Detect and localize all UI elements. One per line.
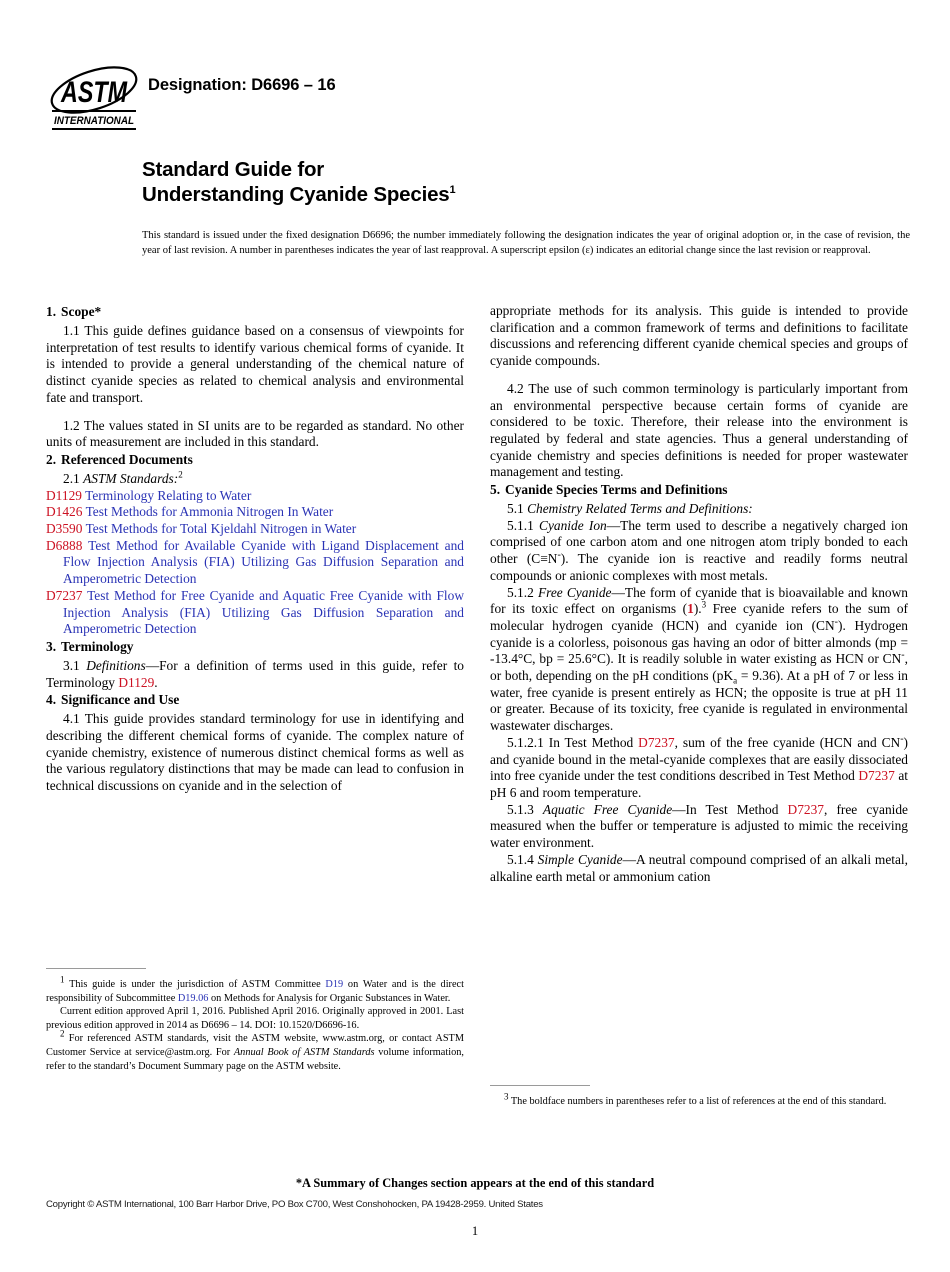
charge-superscript: - — [901, 649, 905, 661]
term-simple-cyanide: Simple Cyanide — [537, 851, 623, 867]
subsection-label: Chemistry Related Terms and Definitions: — [527, 501, 753, 517]
term-cyanide-ion: Cyanide Ion — [539, 517, 607, 533]
reference-id[interactable]: D7237 — [46, 587, 83, 603]
title-footnote-marker: 1 — [449, 184, 456, 197]
reference-title[interactable]: Terminology Relating to Water — [85, 487, 252, 503]
reference-title[interactable]: Test Methods for Total Kjeldahl Nitrogen in Water — [85, 521, 357, 537]
definition-text: In Test Method — [543, 734, 639, 750]
section-heading-cyanide-species — [490, 481, 908, 499]
section-title: Terminology — [61, 638, 134, 654]
title-line-1: Standard Guide for — [142, 158, 325, 181]
footnote-text: This guide is under the jurisdiction of ASTM Committee — [64, 979, 326, 990]
footnote-rule — [490, 1085, 590, 1086]
paragraph-1-1: 1.1 This guide defines guidance based on a consensus of viewpoints for interpretation of test results to identify various chemical forms of cyanide. It is intended to provide a general understanding of the chemical nature of distinct cyanide species as related to chemical analysis and environmental fate and transport. — [46, 323, 464, 405]
svg-text:INTERNATIONAL: INTERNATIONAL — [54, 115, 135, 127]
summary-of-changes-note: *A Summary of Changes section appears at the end of this standard — [295, 1176, 655, 1190]
paragraph-1-2: 1.2 The values stated in SI units are to be regarded as standard. No other units of measurement are included in this standard. — [46, 417, 464, 450]
subsection-label: ASTM Standards: — [83, 470, 179, 486]
definition-text: Free cyanide refers to the sum of molecular hydrogen cyanide (HCN) and cyanide ion (CN — [490, 601, 908, 633]
paragraph-5-1-1 — [490, 518, 908, 585]
subsection-number: 3.1 — [63, 657, 80, 673]
section-heading-terminology — [46, 638, 464, 656]
astm-logo-icon — [48, 60, 140, 134]
page-title — [142, 157, 842, 207]
list-item[interactable] — [46, 588, 464, 638]
section-title: Cyanide Species Terms and Definitions — [505, 482, 728, 498]
left-column — [46, 303, 464, 795]
title-line-2: Understanding Cyanide Species — [142, 183, 450, 206]
charge-superscript: - — [557, 549, 561, 561]
section-number: 3. — [46, 638, 57, 654]
definition-text: ) and cyanide bound in the metal-cyanide complexes that are easily dissociated into free cyanide under the test conditions described in Test Method — [490, 734, 908, 784]
list-item[interactable] — [46, 504, 464, 521]
bibliography-reference-1[interactable]: 1 — [687, 601, 694, 617]
footnote-marker: 3 — [504, 1091, 509, 1102]
reference-title[interactable]: Test Method for Free Cyanide and Aquatic Free Cyanide with Flow Injection Analysis (FIA) Utilizing Gas Diffusion Separation and Amperometric Detection — [63, 587, 465, 637]
copyright-notice: Copyright © ASTM International, 100 Barr Harbor Drive, PO Box C700, West Conshohocken, PA 19428-2959. United States — [46, 1199, 543, 1210]
paragraph-4-1-continued — [490, 303, 908, 370]
list-item[interactable] — [46, 538, 464, 588]
definition-text: —The term used to describe a negatively charged ion comprised of one carbon atom and one nitrogen atom triply bonded to each other (C≡N — [490, 517, 909, 567]
footnote-rule — [46, 968, 146, 969]
section-heading-referenced-documents — [46, 451, 464, 469]
footnote-marker-3: 3 — [701, 599, 707, 610]
designation-label: Designation: D6696 – 16 — [148, 76, 336, 94]
title-block — [142, 157, 842, 207]
footnote-marker: 1 — [60, 974, 65, 985]
definition-text: ). — [693, 601, 702, 617]
subsection-number: 5.1.2.1 — [507, 734, 544, 750]
section-number: 4. — [46, 692, 57, 708]
definition-text: —A neutral compound comprised of an alkali metal, alkaline earth metal or ammonium cation — [490, 851, 908, 884]
term-aquatic-free-cyanide: Aquatic Free Cyanide — [542, 801, 673, 817]
astm-standards-subheading — [46, 471, 464, 488]
footnote-text-tail: on Methods for Analysis for Organic Substances in Water. — [208, 992, 451, 1004]
paragraph-5-1-4 — [490, 852, 908, 885]
svg-text:ASTM: ASTM — [60, 76, 128, 109]
paragraph-5-1 — [490, 501, 908, 518]
paragraph-3-1 — [46, 658, 464, 691]
subsection-number: 5.1.2 — [507, 584, 534, 600]
paragraph-5-1-2-1 — [490, 735, 908, 802]
continuation-text: appropriate methods for its analysis. This guide is intended to provide clarification and a common framework of terms and definitions to facilitate discussions and referencing different cyanide chemical species and groups of cyanide compounds. — [490, 303, 908, 369]
subsection-number: 2.1 — [63, 470, 80, 486]
section-title: Referenced Documents — [61, 451, 193, 467]
paragraph-text-tail: . — [154, 674, 158, 690]
definition-text-tail: ). The cyanide ion is reactive and readily forms neutral compounds or anionic complexes with most metals. — [490, 551, 908, 583]
section-number: 5. — [490, 482, 501, 498]
reference-link-d7237[interactable]: D7237 — [858, 768, 895, 784]
subcommittee-link-d1906[interactable]: D19.06 — [177, 992, 209, 1004]
referenced-standards-list — [46, 488, 464, 638]
paragraph-text: —For a definition of terms used in this guide, refer to Terminology — [46, 657, 464, 690]
list-item[interactable] — [46, 521, 464, 538]
issued-statement: This standard is issued under the fixed designation D6696; the number immediately following the designation indicates the year of original adoption or, in the case of revision, the year of last revision. A number in parentheses indicates the year of last reapproval. A superscript epsilon (ε) indicates an editorial change since the last revision or reapproval. — [142, 230, 910, 256]
subsection-footnote-marker: 2 — [178, 469, 183, 480]
right-column — [490, 303, 908, 885]
footnote-1 — [46, 974, 464, 1005]
definition-text-tail: at pH 6 and room temperature. — [490, 768, 909, 800]
definition-text: —The form of cyanide that is bioavailable and known for its toxic effect on organisms ( — [490, 584, 908, 617]
footnote-text: For referenced ASTM standards, visit the ASTM website, www.astm.org, or contact ASTM Customer Service at service@astm.org. For — [46, 1033, 464, 1058]
reference-title[interactable]: Test Methods for Ammonia Nitrogen In Water — [85, 504, 334, 520]
definition-text-tail: , free cyanide measured when the buffer or temperature is adjusted to mimic the receiving water environment. — [490, 801, 908, 851]
paragraph-5-1-2 — [490, 585, 908, 735]
definition-text: , or both, depending on the pH conditions (pK — [490, 651, 908, 684]
footnote-text-tail: volume information, refer to the standard’s Document Summary page on the ASTM website. — [46, 1046, 464, 1072]
charge-superscript: - — [900, 733, 904, 745]
publication-title: Annual Book of ASTM Standards — [233, 1046, 375, 1058]
edition-statement: Current edition approved April 1, 2016. Published April 2016. Originally approved in 2001. Last previous edition approved in 2014 as D6696 – 14. DOI: 10.1520/D6696-16. — [46, 1006, 464, 1031]
definition-text-tail: = 9.36). At a pH of 7 or less in water, free cyanide is present entirely as HCN; the opposite is true at pH 11 or greater. Because of its toxicity, free cyanide is regulated in environmental wastewater discharges. — [490, 668, 908, 734]
term-free-cyanide: Free Cyanide — [537, 584, 612, 600]
subsection-number: 5.1.1 — [507, 517, 534, 533]
section-number: 2. — [46, 451, 57, 467]
definitions-term: Definitions — [86, 657, 146, 673]
pka-subscript: a — [733, 675, 738, 686]
charge-superscript: - — [834, 616, 838, 628]
section-title: Scope* — [61, 304, 102, 319]
subsection-number: 5.1.4 — [507, 851, 534, 867]
reference-id[interactable]: D1426 — [46, 504, 83, 520]
reference-link-d7237[interactable]: D7237 — [638, 734, 675, 750]
reference-id[interactable]: D3590 — [46, 521, 83, 537]
page-number: 1 — [471, 1224, 479, 1238]
definition-text: ). Hydrogen cyanide is a colorless, poisonous gas having an odor of bitter almonds (mp = -13.4°C, bp = 25.6°C). It is readily soluble in water existing as HCN or CN — [490, 617, 908, 667]
section-title: Significance and Use — [61, 692, 180, 708]
reference-link-d7237[interactable]: D7237 — [787, 801, 824, 817]
subsection-number: 5.1.3 — [507, 801, 534, 817]
footnote-2 — [46, 1028, 464, 1073]
list-item[interactable] — [46, 488, 464, 505]
footnotes-left — [46, 968, 464, 1073]
paragraph-4-2: 4.2 The use of such common terminology is particularly important from an environmental perspective because certain forms of cyanide are considered to be toxic. Therefore, their release into the environment is regulated by federal and state agencies. Thus a general understanding of cyanide chemistry and species definitions is needed for proper wastewater management and testing. — [490, 380, 908, 480]
footnote-marker: 2 — [60, 1028, 65, 1039]
paragraph-4-1: 4.1 This guide provides standard terminology for use in identifying and describing the different chemical forms of cyanide. The complex nature of cyanide chemistry, existence of numerous distinct chemical forms as well as the various regulatory distinctions that may be made can lead to confusion in technical discussions on cyanide and in the selection of — [46, 711, 464, 794]
reference-id[interactable]: D1129 — [46, 487, 82, 503]
section-heading-scope — [46, 303, 464, 321]
footnote-text: on Water and is the direct responsibility of Subcommittee — [46, 979, 464, 1004]
reference-title[interactable]: Test Method for Available Cyanide with Ligand Displacement and Flow Injection Analysis (FIA) Utilizing Gas Diffusion Separation and Amperometric Detection — [63, 537, 464, 587]
committee-link-d19[interactable]: D19 — [325, 979, 344, 990]
definition-text: , sum of the free cyanide (HCN and CN — [674, 734, 901, 750]
section-heading-significance-and-use — [46, 691, 464, 709]
footnotes-right — [490, 1085, 908, 1109]
definition-text: —In Test Method — [672, 801, 788, 817]
paragraph-5-1-3 — [490, 802, 908, 852]
reference-id[interactable]: D6888 — [46, 537, 83, 553]
footnote-3 — [490, 1091, 908, 1109]
section-number: 1. — [46, 304, 57, 319]
footnote-text: The boldface numbers in parentheses refer to a list of references at the end of this standard. — [508, 1096, 887, 1107]
reference-link-d1129[interactable]: D1129 — [118, 674, 155, 690]
subsection-number: 5.1 — [507, 501, 524, 517]
masthead — [48, 60, 908, 150]
